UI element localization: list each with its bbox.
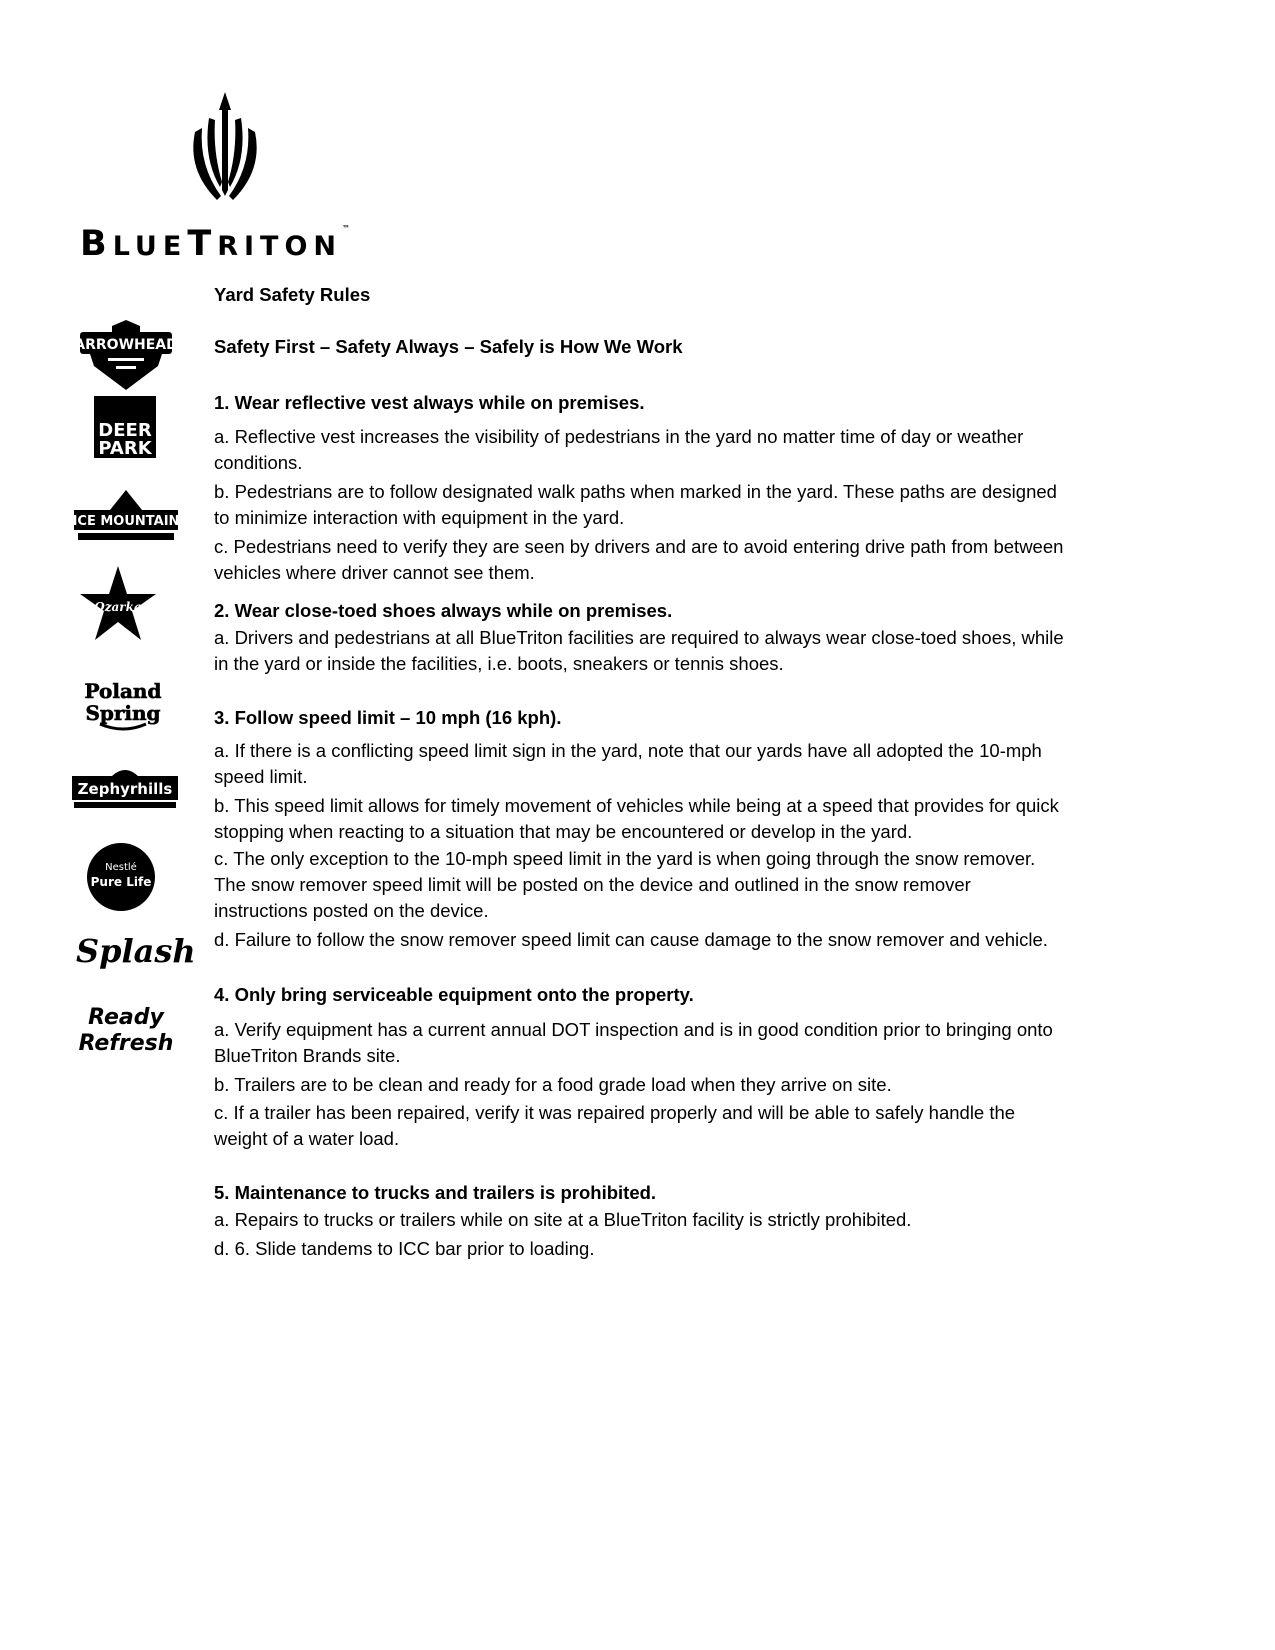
rule-1-heading: 1. Wear reflective vest always while on premises. xyxy=(214,392,645,413)
zephyrhills-logo xyxy=(72,764,178,812)
poland-spring-logo xyxy=(84,672,162,732)
rule-3b-line-2: stopping when reacting to a situation that may be encountered or develop in the yard. xyxy=(214,821,913,842)
ozarka-logo xyxy=(80,566,156,642)
rule-1a-line-2: conditions. xyxy=(214,452,303,473)
rule-1c-line-2: vehicles where driver cannot see them. xyxy=(214,562,535,583)
rule-2a-line-2: in the yard or inside the facilities, i.e. boots, sneakers or tennis shoes. xyxy=(214,653,784,674)
safety-motto: Safety First – Safety Always – Safely is How We Work xyxy=(214,336,683,357)
rule-1c-line-1: c. Pedestrians need to verify they are seen by drivers and are to avoid entering drive path from between xyxy=(214,536,1064,557)
rule-3b-line-1: b. This speed limit allows for timely movement of vehicles while being at a speed that provides for quick xyxy=(214,795,1059,816)
deer-park-logo-line2: PARK xyxy=(98,438,152,459)
poland-spring-logo-line1: Poland xyxy=(84,679,162,703)
rule-5-heading: 5. Maintenance to trucks and trailers is prohibited. xyxy=(214,1182,657,1203)
rule-3c-line-3: instructions posted on the device. xyxy=(214,900,489,921)
rule-3d-line-1: d. Failure to follow the snow remover speed limit can cause damage to the snow remover and vehicle. xyxy=(214,929,1048,950)
ice-mountain-logo-text: ICE MOUNTAIN xyxy=(72,514,180,529)
trident-icon xyxy=(185,92,265,207)
zephyrhills-logo-text: Zephyrhills xyxy=(77,780,173,798)
rule-5a-line-1: a. Repairs to trucks or trailers while on site at a BlueTriton facility is strictly prohibited. xyxy=(214,1209,912,1230)
splash-logo xyxy=(74,928,196,972)
rule-1b-line-1: b. Pedestrians are to follow designated walk paths when marked in the yard. These paths are designed xyxy=(214,481,1057,502)
ozarka-logo-text: Ozarka xyxy=(94,600,142,614)
rule-3a-line-2: speed limit. xyxy=(214,766,308,787)
ready-refresh-logo xyxy=(76,1000,176,1056)
poland-spring-logo-line2: Spring xyxy=(85,701,161,725)
deer-park-logo-line1: DEER xyxy=(98,420,152,441)
ready-refresh-logo-line2: Refresh xyxy=(78,1031,174,1056)
rule-3a-line-1: a. If there is a conflicting speed limit sign in the yard, note that our yards have all adopted the 10-mph xyxy=(214,740,1042,761)
rule-3c-line-1: c. The only exception to the 10-mph speed limit in the yard is when going through the snow remover. xyxy=(214,848,1036,869)
rule-4a-line-2: BlueTriton Brands site. xyxy=(214,1045,401,1066)
rule-1a-line-1: a. Reflective vest increases the visibility of pedestrians in the yard no matter time of day or weather xyxy=(214,426,1024,447)
rule-1b-line-2: to minimize interaction with equipment in the yard. xyxy=(214,507,625,528)
rule-3c-line-2: The snow remover speed limit will be posted on the device and outlined in the snow remover xyxy=(214,874,971,895)
rule-5d-line-1: d. 6. Slide tandems to ICC bar prior to loading. xyxy=(214,1238,595,1259)
rule-4b-line-1: b. Trailers are to be clean and ready for a food grade load when they arrive on site. xyxy=(214,1074,892,1095)
rule-2-heading: 2. Wear close-toed shoes always while on premises. xyxy=(214,600,673,621)
company-logo xyxy=(80,92,370,264)
company-wordmark: BLUETRITON™ xyxy=(80,224,350,264)
rule-4a-line-1: a. Verify equipment has a current annual DOT inspection and is in good condition prior to bringing onto xyxy=(214,1019,1053,1040)
ready-refresh-logo-line1: Ready xyxy=(88,1005,164,1030)
pure-life-logo-line2: Pure Life xyxy=(90,875,152,889)
rule-4c-line-1: c. If a trailer has been repaired, verify it was repaired properly and will be able to safely handle the xyxy=(214,1102,1016,1123)
rule-4-heading: 4. Only bring serviceable equipment onto the property. xyxy=(214,984,694,1005)
pure-life-logo xyxy=(86,842,156,912)
pure-life-logo-line1: Nestlé xyxy=(105,862,137,873)
ice-mountain-logo xyxy=(74,486,178,542)
rule-4c-line-2: weight of a water load. xyxy=(214,1128,400,1149)
arrowhead-logo-text: ARROWHEAD xyxy=(74,337,178,353)
arrowhead-logo xyxy=(74,320,178,392)
rule-3-heading: 3. Follow speed limit – 10 mph (16 kph). xyxy=(214,707,562,728)
splash-logo-text: Splash xyxy=(76,932,196,970)
document-title: Yard Safety Rules xyxy=(214,284,371,305)
deer-park-logo xyxy=(94,396,156,458)
rule-2a-line-1: a. Drivers and pedestrians at all BlueTriton facilities are required to always wear close-toed shoes, while xyxy=(214,627,1064,648)
